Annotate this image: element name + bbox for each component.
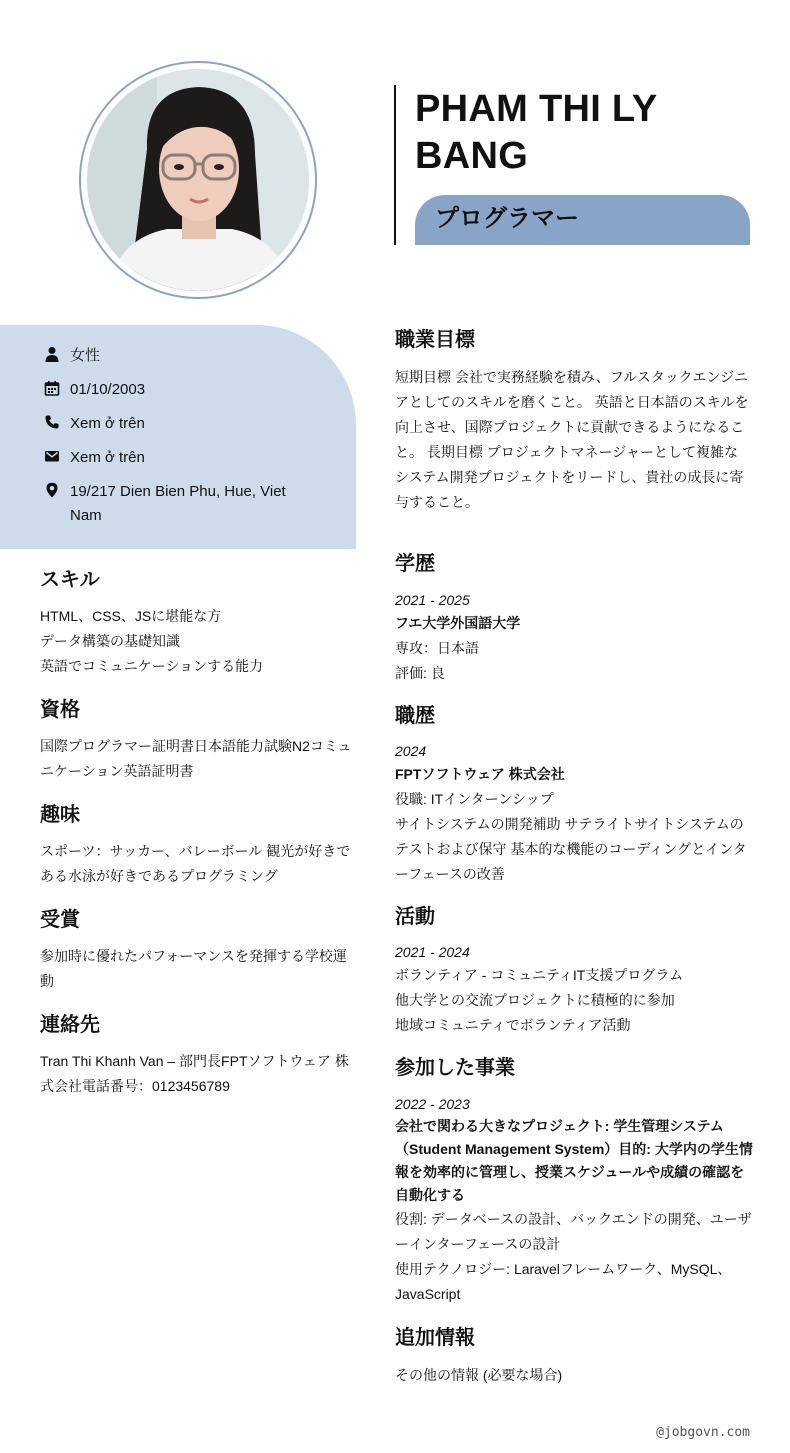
profile-photo (87, 69, 309, 291)
hobbies-text: スポーツ：サッカー、バレーボール 観光が好きである水泳が好きであるプログラミング (40, 843, 351, 884)
birthday-value: 01/10/2003 (70, 381, 146, 398)
references-text: Tran Thi Khanh Van – 部門長FPTソフトウェア 株式会社電話番号：0123456789 (40, 1053, 349, 1094)
certificates-text: 国際プログラマー証明書日本語能力試験N2コミュニケーション英語証明書 (40, 738, 352, 779)
location-pin-icon (44, 482, 60, 498)
activities-heading: 活動 (395, 906, 435, 928)
experience-description: サイトシステムの開発補助 サテライトサイトシステムのテストおよび保守 基本的な機能のコーディングとインターフェースの改善 (395, 816, 747, 882)
hobbies-heading: 趣味 (40, 804, 80, 826)
gender-value: 女性 (70, 347, 101, 364)
gender-row (44, 344, 310, 368)
education-grade: 評価: 良 (395, 665, 445, 681)
full-name: PHAM THI LY BANG (415, 88, 657, 177)
address-row (44, 480, 310, 528)
email-value: Xem ở trên (70, 449, 145, 466)
calendar-icon (44, 380, 60, 396)
education-major: 専攻：日本語 (395, 640, 479, 656)
projects-block (395, 1093, 753, 1307)
job-title: プログラマー (435, 205, 579, 232)
education-school: フエ大学外国語大学 (395, 615, 521, 631)
additional-heading: 追加情報 (395, 1327, 475, 1349)
projects-period: 2022 - 2023 (395, 1096, 470, 1112)
projects-role: 役割: データベースの設計、バックエンドの開発、ユーザーインターフェースの設計 (395, 1211, 752, 1252)
experience-block (395, 740, 753, 887)
email-row (44, 446, 310, 470)
phone-icon (44, 414, 60, 430)
skills-heading: スキル (40, 569, 100, 591)
personal-info-panel (0, 325, 356, 549)
mail-icon (44, 448, 60, 464)
projects-heading: 参加した事業 (395, 1057, 515, 1079)
skill-item: 英語でコミュニケーションする能力 (40, 658, 264, 674)
objective-text: 短期目標 会社で実務経験を積み、フルスタックエンジニアとしてのスキルを磨くこと。 英語と日本語のスキルを向上させ、国際プロジェクトに貢献できるようになること。 長期目標 プロジェクトマネージャーとして複雑なシステム開発プロジェクトをリードし、貴社の成長に寄与すること。 (395, 369, 749, 510)
phone-value: Xem ở trên (70, 415, 145, 432)
references-heading: 連絡先 (40, 1014, 100, 1036)
birthday-row (44, 378, 310, 402)
awards-text: 参加時に優れたパフォーマンスを発揮する学校運動 (40, 948, 347, 989)
activity-line: 他大学との交流プロジェクトに積極的に参加 (395, 992, 675, 1008)
activities-period: 2021 - 2024 (395, 944, 470, 960)
name-accent-bar (394, 85, 396, 245)
activities-block (395, 941, 750, 1038)
address-value: 19/217 Dien Bien Phu, Hue, Viet Nam (70, 483, 286, 524)
activity-line: 地域コミュニティでボランティア活動 (395, 1017, 631, 1033)
additional-text: その他の情報 (必要な場合) (395, 1367, 563, 1383)
experience-role: 役職: ITインターンシップ (395, 791, 554, 807)
watermark: @jobgovn.com (656, 1425, 750, 1440)
education-heading: 学歴 (395, 553, 435, 575)
objective-heading: 職業目標 (395, 329, 475, 351)
projects-tech: 使用テクノロジー: Laravelフレームワーク、MySQL、JavaScript (395, 1261, 732, 1302)
phone-row (44, 412, 310, 436)
job-title-badge (415, 195, 750, 245)
person-icon (44, 346, 60, 362)
experience-period: 2024 (395, 743, 427, 759)
education-period: 2021 - 2025 (395, 592, 470, 608)
experience-heading: 職歴 (395, 705, 435, 727)
awards-heading: 受賞 (40, 909, 80, 931)
skill-item: データ構築の基礎知識 (40, 633, 180, 649)
activity-line: ボランティア - コミュニティIT支援プログラム (395, 967, 684, 983)
certificates-heading: 資格 (40, 699, 80, 721)
skills-list (40, 604, 360, 679)
avatar (87, 69, 309, 291)
skill-item: HTML、CSS、JSに堪能な方 (40, 608, 222, 624)
experience-company: FPTソフトウェア 株式会社 (395, 766, 565, 782)
education-block (395, 589, 750, 686)
projects-headline: 会社で関わる大きなプロジェクト: 学生管理システム（Student Management System）目的: 大学内の学生情報を効率的に管理し、授業スケジュールや成績の確認を自動化する (395, 1118, 753, 1203)
